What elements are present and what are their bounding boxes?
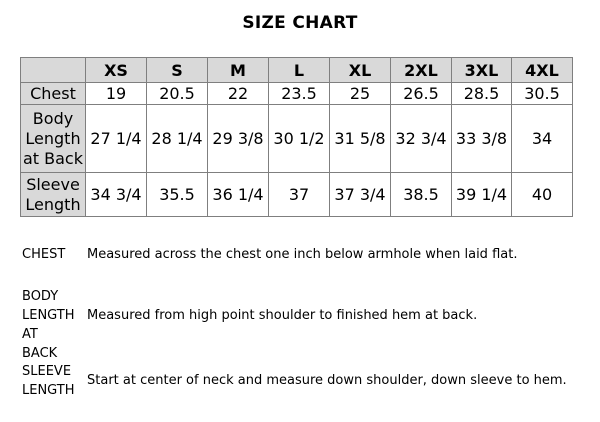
row-label-line: Length <box>25 194 81 214</box>
size-header: M <box>208 58 269 83</box>
note-term <box>22 287 75 363</box>
note-description: Start at center of neck and measure down shoulder, down sleeve to hem. <box>87 373 567 388</box>
table-cell: 28.5 <box>452 83 512 105</box>
size-header: 2XL <box>391 58 452 83</box>
size-header: L <box>269 58 330 83</box>
table-cell: 30 1/2 <box>269 105 330 173</box>
sleeve-length-row <box>21 173 573 217</box>
note-term <box>22 362 75 400</box>
note-description: Measured across the chest one inch below armhole when laid flat. <box>87 247 518 262</box>
note-term-line: LENGTH <box>22 308 75 323</box>
table-cell: 33 3/8 <box>452 105 512 173</box>
row-label-line: Length <box>25 128 81 148</box>
note-term-line: CHEST <box>22 247 66 262</box>
size-header: XS <box>86 58 147 83</box>
table-cell: 32 3/4 <box>391 105 452 173</box>
note-term-line: BODY <box>22 289 59 304</box>
table-cell: 34 <box>512 105 573 173</box>
table-cell: 37 3/4 <box>330 173 391 217</box>
table-cell: 29 3/8 <box>208 105 269 173</box>
row-label-line: Chest <box>30 83 76 103</box>
row-label-chest <box>21 83 86 105</box>
table-cell: 25 <box>330 83 391 105</box>
note-term-line: LENGTH <box>22 383 75 398</box>
table-cell: 36 1/4 <box>208 173 269 217</box>
table-cell: 34 3/4 <box>86 173 147 217</box>
table-cell: 28 1/4 <box>147 105 208 173</box>
chest-row <box>21 83 573 105</box>
size-header: XL <box>330 58 391 83</box>
table-cell: 23.5 <box>269 83 330 105</box>
size-header-row <box>21 58 573 83</box>
table-cell: 20.5 <box>147 83 208 105</box>
row-label-line: Sleeve <box>26 174 80 194</box>
table-cell: 38.5 <box>391 173 452 217</box>
size-header: 3XL <box>452 58 512 83</box>
size-header: S <box>147 58 208 83</box>
table-cell: 30.5 <box>512 83 573 105</box>
table-cell: 37 <box>269 173 330 217</box>
table-cell: 22 <box>208 83 269 105</box>
note-term-line: AT BACK <box>22 327 58 361</box>
size-header: 4XL <box>512 58 573 83</box>
page-title: SIZE CHART <box>242 13 358 33</box>
note-description: Measured from high point shoulder to finished hem at back. <box>87 308 478 323</box>
table-cell: 40 <box>512 173 573 217</box>
row-label-line: at Back <box>22 148 83 168</box>
table-cell: 27 1/4 <box>86 105 147 173</box>
corner-cell <box>21 58 86 83</box>
note-term <box>22 245 65 264</box>
size-chart-table <box>20 57 573 217</box>
row-label-line: Body <box>32 108 74 128</box>
row-label-sleeve-length <box>21 173 86 217</box>
row-label-body-length <box>21 105 86 173</box>
table-cell: 26.5 <box>391 83 452 105</box>
table-cell: 35.5 <box>147 173 208 217</box>
table-cell: 39 1/4 <box>452 173 512 217</box>
table-cell: 31 5/8 <box>330 105 391 173</box>
body-length-row <box>21 105 573 173</box>
table-cell: 19 <box>86 83 147 105</box>
note-term-line: SLEEVE <box>22 364 72 379</box>
